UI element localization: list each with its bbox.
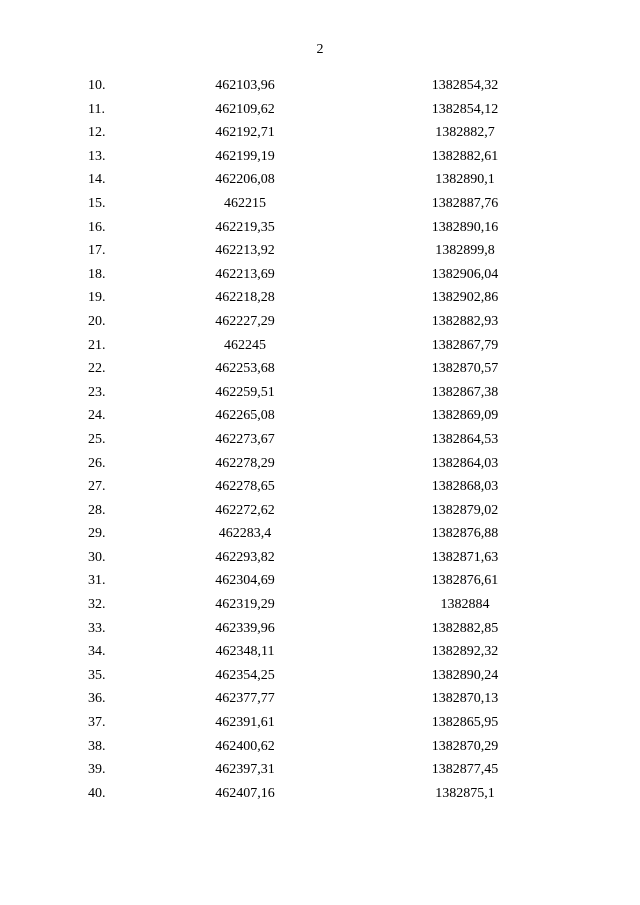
x-coordinate: 462103,96	[215, 78, 275, 93]
table-row	[0, 404, 640, 428]
table-row	[0, 640, 640, 664]
y-coordinate: 1382871,63	[431, 549, 499, 565]
x-coordinate: 462206,08	[215, 172, 275, 188]
point-number: 30.	[88, 549, 106, 565]
x-coordinate: 462109,62	[215, 101, 275, 117]
table-row	[0, 168, 640, 192]
y-coordinate: 1382882,85	[431, 620, 499, 636]
y-coordinate: 1382899,8	[435, 243, 495, 259]
point-number: 26.	[88, 455, 106, 471]
x-coordinate: 462259,51	[215, 384, 275, 400]
x-coordinate: 462407,16	[215, 785, 275, 801]
point-number: 22.	[88, 361, 106, 377]
y-coordinate: 1382870,57	[431, 361, 499, 377]
x-coordinate: 462199,19	[215, 148, 275, 164]
page-number: 2	[316, 42, 324, 57]
x-coordinate: 462397,31	[215, 762, 275, 778]
x-coordinate: 462272,62	[215, 502, 275, 518]
x-coordinate: 462377,77	[215, 691, 275, 707]
point-number: 39.	[88, 762, 106, 778]
table-row	[0, 569, 640, 593]
y-coordinate: 1382890,24	[431, 667, 499, 683]
table-row	[0, 546, 640, 570]
table-row	[0, 687, 640, 711]
table-row	[0, 499, 640, 523]
point-number: 17.	[88, 243, 106, 259]
table-row	[0, 664, 640, 688]
x-coordinate: 462339,96	[215, 620, 275, 636]
table-row	[0, 310, 640, 334]
y-coordinate: 1382890,16	[431, 219, 499, 235]
y-coordinate: 1382882,93	[431, 313, 499, 329]
y-coordinate: 1382887,76	[431, 195, 499, 211]
x-coordinate: 462265,08	[215, 408, 275, 424]
y-coordinate: 1382864,03	[431, 455, 499, 471]
table-row	[0, 216, 640, 240]
x-coordinate: 462192,71	[215, 125, 275, 141]
y-coordinate: 1382882,61	[431, 148, 499, 164]
x-coordinate: 462400,62	[215, 738, 275, 754]
table-row	[0, 145, 640, 169]
x-coordinate: 462215	[224, 195, 266, 211]
table-row	[0, 475, 640, 499]
y-coordinate: 1382867,79	[431, 337, 499, 353]
point-number: 20.	[88, 313, 106, 329]
point-number: 25.	[88, 431, 106, 447]
y-coordinate: 1382877,45	[431, 762, 499, 778]
y-coordinate: 1382884	[440, 597, 490, 613]
table-row	[0, 121, 640, 145]
point-number: 34.	[88, 644, 106, 660]
y-coordinate: 1382892,32	[431, 644, 499, 660]
point-number: 11.	[88, 101, 105, 117]
point-number: 16.	[88, 219, 106, 235]
table-row	[0, 782, 640, 806]
point-number: 13.	[88, 148, 106, 164]
point-number: 40.	[88, 785, 106, 801]
x-coordinate: 462227,29	[215, 313, 275, 329]
y-coordinate: 1382867,38	[431, 384, 499, 400]
y-coordinate: 1382865,95	[431, 715, 499, 731]
point-number: 12.	[88, 125, 106, 141]
point-number: 21.	[88, 337, 106, 353]
point-number: 28.	[88, 502, 106, 518]
y-coordinate: 1382875,1	[435, 785, 495, 801]
y-coordinate: 1382870,13	[431, 691, 499, 707]
x-coordinate: 462253,68	[215, 361, 275, 377]
y-coordinate: 1382854,12	[431, 101, 499, 117]
point-number: 37.	[88, 715, 106, 731]
y-coordinate: 1382876,88	[431, 526, 499, 542]
x-coordinate: 462213,69	[215, 266, 275, 282]
point-number: 33.	[88, 620, 106, 636]
x-coordinate: 462278,65	[215, 479, 275, 495]
point-number: 15.	[88, 195, 106, 211]
y-coordinate: 1382882,7	[435, 125, 495, 141]
point-number: 35.	[88, 667, 106, 683]
y-coordinate: 1382868,03	[431, 479, 499, 495]
x-coordinate: 462319,29	[215, 597, 275, 613]
table-row	[0, 428, 640, 452]
x-coordinate: 462245	[224, 337, 266, 353]
point-number: 36.	[88, 691, 106, 707]
x-coordinate: 462278,29	[215, 455, 275, 471]
x-coordinate: 462218,28	[215, 290, 275, 306]
y-coordinate: 1382864,53	[431, 431, 499, 447]
x-coordinate: 462273,67	[215, 431, 275, 447]
table-row	[0, 758, 640, 782]
y-coordinate: 1382890,1	[435, 172, 495, 188]
y-coordinate: 1382876,61	[431, 573, 499, 589]
table-row	[0, 381, 640, 405]
point-number: 10.	[88, 78, 106, 93]
table-row	[0, 452, 640, 476]
table-row	[0, 593, 640, 617]
y-coordinate: 1382902,86	[431, 290, 499, 306]
point-number: 14.	[88, 172, 106, 188]
x-coordinate: 462293,82	[215, 549, 275, 565]
table-row	[0, 617, 640, 641]
y-coordinate: 1382870,29	[431, 738, 499, 754]
y-coordinate: 1382854,32	[431, 78, 499, 93]
y-coordinate: 1382869,09	[431, 408, 499, 424]
point-number: 32.	[88, 597, 106, 613]
table-row	[0, 522, 640, 546]
table-row	[0, 98, 640, 122]
x-coordinate: 462304,69	[215, 573, 275, 589]
table-row	[0, 239, 640, 263]
point-number: 31.	[88, 573, 106, 589]
y-coordinate: 1382906,04	[431, 266, 499, 282]
table-row	[0, 735, 640, 759]
table-row	[0, 711, 640, 735]
x-coordinate: 462348,11	[215, 644, 275, 660]
table-row	[0, 286, 640, 310]
table-row	[0, 192, 640, 216]
table-row	[0, 334, 640, 358]
coordinates-table	[0, 74, 640, 805]
table-row	[0, 357, 640, 381]
point-number: 23.	[88, 384, 106, 400]
point-number: 24.	[88, 408, 106, 424]
point-number: 18.	[88, 266, 106, 282]
table-row	[0, 74, 640, 98]
point-number: 38.	[88, 738, 106, 754]
x-coordinate: 462213,92	[215, 243, 275, 259]
table-row	[0, 263, 640, 287]
x-coordinate: 462283,4	[218, 526, 272, 542]
x-coordinate: 462354,25	[215, 667, 275, 683]
x-coordinate: 462219,35	[215, 219, 275, 235]
x-coordinate: 462391,61	[215, 715, 275, 731]
point-number: 27.	[88, 479, 106, 495]
point-number: 29.	[88, 526, 106, 542]
point-number: 19.	[88, 290, 106, 306]
y-coordinate: 1382879,02	[431, 502, 499, 518]
